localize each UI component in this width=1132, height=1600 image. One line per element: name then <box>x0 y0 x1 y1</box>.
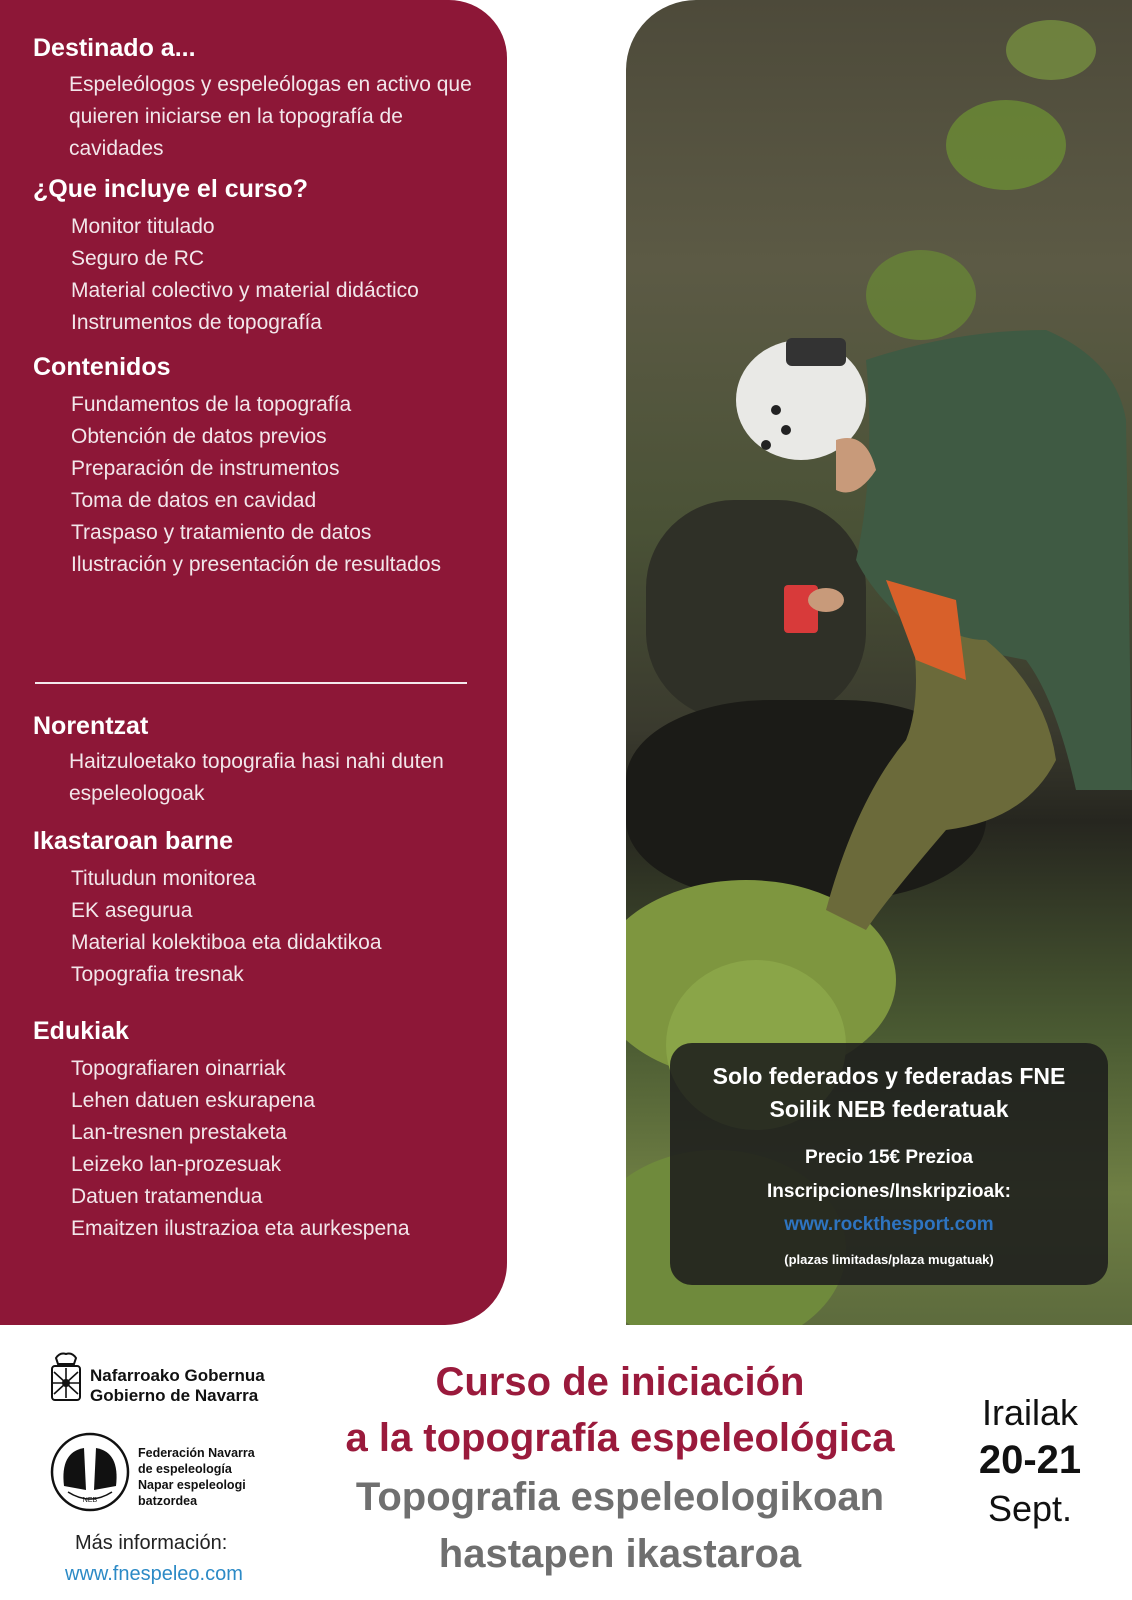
list-item: Material kolektiboa eta didaktikoa <box>71 931 382 954</box>
list-item: Topografiaren oinarriak <box>71 1057 286 1080</box>
section-title-contenidos: Contenidos <box>33 353 171 381</box>
registration-label: Inscripciones/Inskripzioak: <box>767 1181 1011 1202</box>
neb-emblem-icon <box>50 1432 130 1512</box>
list-item: Material colectivo y material didáctico <box>71 279 419 302</box>
list-item: Lehen datuen eskurapena <box>71 1089 316 1112</box>
government-name-es: Gobierno de Navarra <box>90 1386 259 1405</box>
section-divider <box>35 682 467 684</box>
list-item: Datuen tratamendua <box>71 1185 263 1208</box>
government-logo <box>50 1352 280 1404</box>
more-info-label: Más información: <box>75 1532 228 1554</box>
list-item: Instrumentos de topografía <box>71 311 322 334</box>
list-item: Emaitzen ilustrazioa eta aurkespena <box>71 1217 410 1240</box>
section-paragraph-destinado: Espeleólogos y espeleólogas en activo que quieren iniciarse en la topografía de cavidades <box>69 73 472 160</box>
section-title-edukiak: Edukiak <box>33 1017 129 1045</box>
federation-name-line1: Federación Navarra <box>138 1446 255 1460</box>
list-item: Ilustración y presentación de resultados <box>71 553 442 576</box>
list-item: Lan-tresnen prestaketa <box>71 1121 287 1144</box>
list-item: Fundamentos de la topografía <box>71 393 352 416</box>
neb-badge-text: NEB <box>82 1497 98 1504</box>
price-text: Precio 15€ Prezioa <box>805 1147 973 1168</box>
federation-logo <box>50 1432 290 1522</box>
list-item: EK asegurua <box>71 899 193 922</box>
date-month-es: Sept. <box>987 1488 1073 1529</box>
list-item: Monitor titulado <box>71 215 215 238</box>
federation-name-line3: Napar espeleologi <box>138 1478 246 1492</box>
federation-name-line2: de espeleología <box>138 1462 232 1476</box>
list-item: Leizeko lan-prozesuak <box>71 1153 282 1176</box>
section-title-norentzat: Norentzat <box>33 712 149 740</box>
federated-only-es: Solo federados y federadas FNE <box>712 1063 1066 1089</box>
section-paragraph-norentzat: Haitzuloetako topografia hasi nahi duten espeleologoak <box>69 750 444 805</box>
list-item: Seguro de RC <box>71 247 205 270</box>
list-item: Topografia tresnak <box>71 963 244 986</box>
course-title-eu-line2: hastapen ikastaroa <box>438 1532 802 1576</box>
limited-places-note: (plazas limitadas/plaza mugatuak) <box>784 1252 994 1267</box>
list-item: Traspaso y tratamiento de datos <box>71 521 372 544</box>
list-item: Tituludun monitorea <box>71 867 256 890</box>
federation-name-line4: batzordea <box>138 1494 198 1508</box>
registration-info-box <box>670 1043 1108 1285</box>
navarra-shield-icon <box>50 1352 82 1404</box>
course-info-panel <box>0 0 507 1325</box>
course-title-es-line1: Curso de iniciación <box>435 1360 805 1404</box>
date-days: 20-21 <box>978 1438 1082 1482</box>
list-item: Obtención de datos previos <box>71 425 327 448</box>
section-title-destinado: Destinado a... <box>33 34 196 62</box>
course-title-es-line2: a la topografía espeleológica <box>345 1416 895 1460</box>
section-title-incluye: ¿Que incluye el curso? <box>33 175 309 203</box>
federated-only-eu: Soilik NEB federatuak <box>769 1096 1009 1122</box>
date-month-eu: Irailak <box>981 1392 1079 1433</box>
caver-figure <box>626 0 1132 1000</box>
list-item: Preparación de instrumentos <box>71 457 340 480</box>
course-title-eu-line1: Topografia espeleologikoan <box>355 1475 885 1519</box>
registration-link[interactable]: www.rockthesport.com <box>784 1214 994 1235</box>
more-info-link[interactable]: www.fnespeleo.com <box>65 1563 243 1585</box>
section-title-ikastaroan: Ikastaroan barne <box>33 827 234 855</box>
government-name-eu: Nafarroako Gobernua <box>90 1366 265 1385</box>
list-item: Toma de datos en cavidad <box>71 489 317 512</box>
